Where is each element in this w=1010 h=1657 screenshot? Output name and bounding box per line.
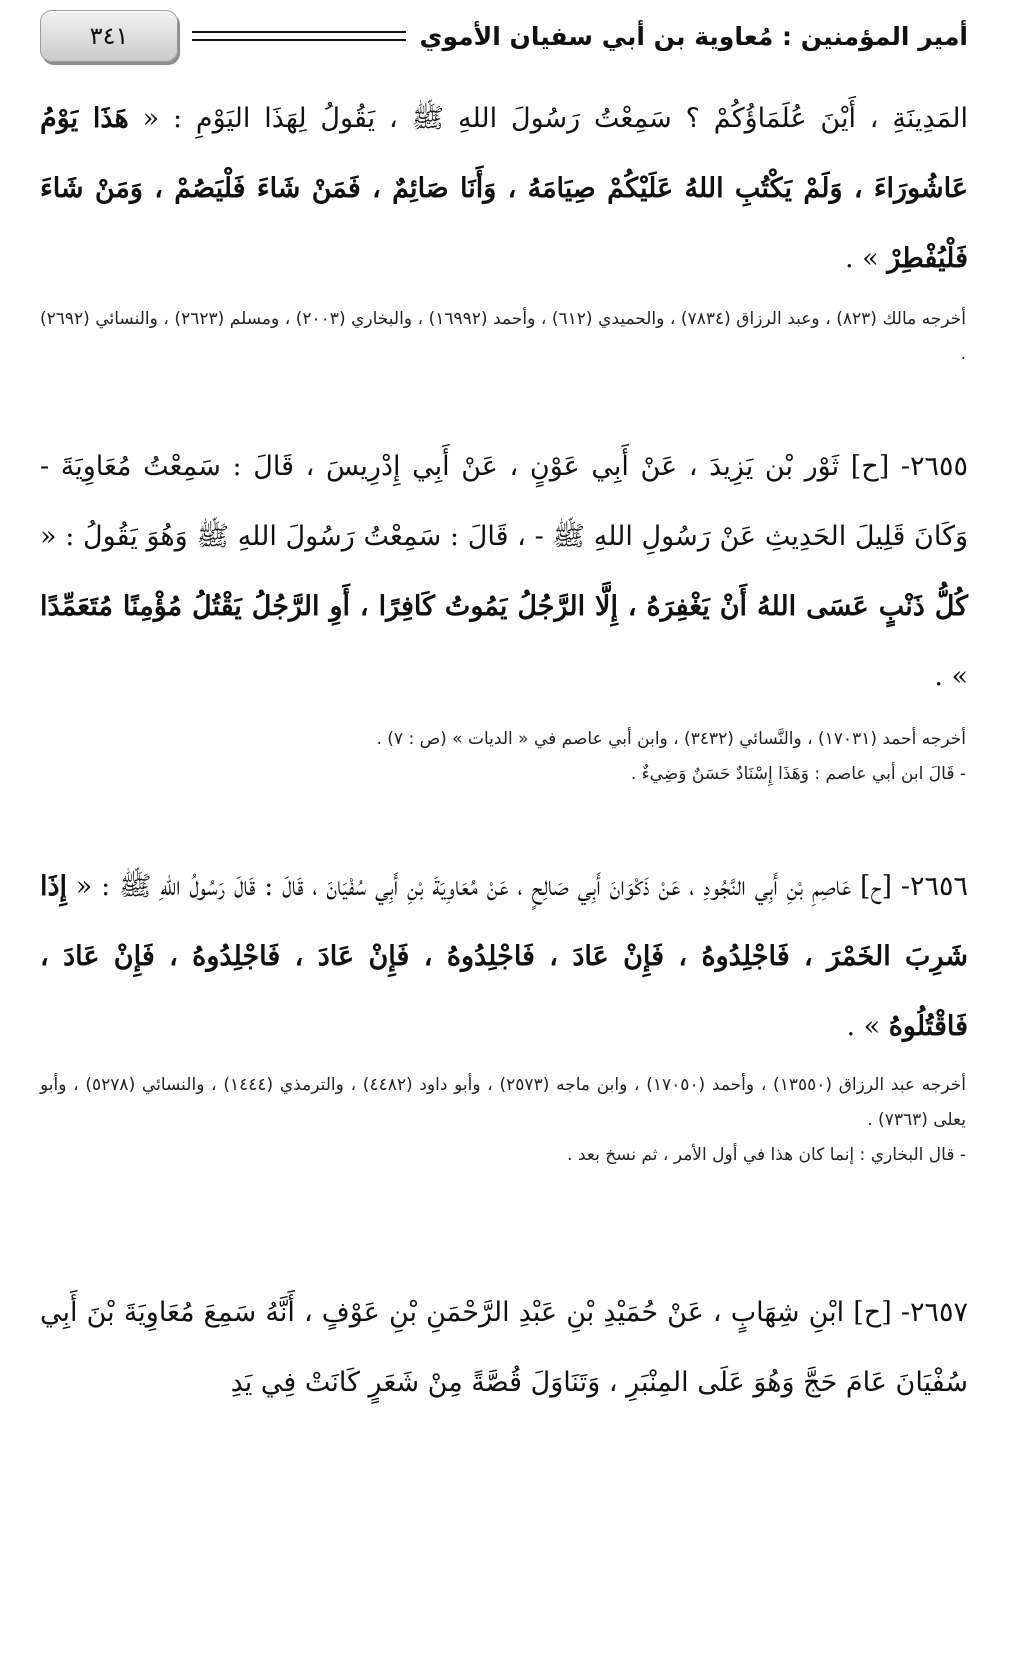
hadith-quote: هَذَا يَوْمُ عَاشُورَاءَ ، وَلَمْ يَكْتُبِ اللهُ عَلَيْكُمْ صِيَامَهُ ، وَأَنَا صَائِمٌ ، فَمَنْ شَاءَ فَلْيَصُمْ ، وَمَنْ شَاءَ فَلْيُفْطِرْ (40, 103, 968, 274)
takhrij-note (40, 1068, 968, 1173)
takhrij-note (40, 722, 968, 792)
hadith-2656 (40, 852, 968, 1062)
page-header (40, 8, 968, 64)
hadith-continuation (40, 84, 968, 294)
hadith-2657 (40, 1278, 968, 1418)
footnote-line: أخرجه عبد الرزاق (١٣٥٥٠) ، وأحمد (١٧٠٥٠) ، وابن ماجه (٢٥٧٣) ، وأبو داود (٤٤٨٢) ، والترمذي (١٤٤٤) ، والنسائي (٥٢٧٨) ، وأبو يعلى (٧٣٦٣) . (40, 1075, 967, 1130)
hadith-number: ٢٦٥٥ (909, 451, 968, 482)
hadith-text: - [ح] ابْنِ شِهَابٍ ، عَنْ حُمَيْدِ بْنِ عَبْدِ الرَّحْمَنِ بْنِ عَوْفٍ ، أَنَّهُ سَمِعَ مُعَاوِيَةَ بْنَ أَبِي سُفْيَانَ عَامَ حَجَّ وَهُوَ عَلَى المِنْبَرِ ، وَتَنَاوَلَ قُصَّةً مِنْ شَعَرٍ كَانَتْ فِي يَدِ (40, 1297, 968, 1398)
hadith-text-end: » . (934, 661, 968, 692)
hadith-number: ٢٦٥٦ (909, 871, 968, 902)
hadith-text: - [ح] ثَوْر بْن يَزِيدَ ، عَنْ أَبِي عَوْنٍ ، عَنْ أَبِي إِدْرِيسَ ، قَالَ : سَمِعْتُ مُعَاوِيَةَ - وَكَانَ قَلِيلَ الحَدِيثِ عَنْ رَسُولِ اللهِ ﷺ - ، قَالَ : سَمِعْتُ رَسُولَ اللهِ ﷺ وَهُوَ يَقُولُ : « (40, 451, 968, 552)
footnote-line: أخرجه مالك (٨٢٣) ، وعبد الرزاق (٧٨٣٤) ، والحميدي (٦١٢) ، وأحمد (١٦٩٩٢) ، والبخاري (٢٠٠٣) ، ومسلم (٢٦٢٣) ، والنسائي (٢٦٩٢) . (40, 309, 967, 364)
hadith-2655 (40, 432, 968, 712)
hadith-number: ٢٦٥٧ (909, 1297, 968, 1328)
hadith-text-end: » . (845, 243, 888, 274)
page-number: ٣٤١ (40, 10, 178, 62)
takhrij-note (40, 302, 968, 372)
footnote-line: أخرجه أحمد (١٧٠٣١) ، والنَّسائي (٣٤٣٢) ، وابن أبي عاصم في « الديات » (ص : ٧) . (376, 729, 966, 749)
footnote-line: - قَالَ ابن أبي عاصم : وَهَذَا إِسْنَادٌ حَسَنٌ وَضِيءٌ . (630, 764, 966, 784)
hadith-text-end: » . (846, 1011, 889, 1042)
hadith-text: المَدِينَةِ ، أَيْنَ عُلَمَاؤُكُمْ ؟ سَمِعْتُ رَسُولَ اللهِ ﷺ ، يَقُولُ لِهَذَا اليَوْمِ : « (128, 103, 968, 134)
hadith-quote: إِذَا شَرِبَ الخَمْرَ ، فَاجْلِدُوهُ ، فَإِنْ عَادَ ، فَاجْلِدُوهُ ، فَإِنْ عَادَ ، فَاجْلِدُوهُ ، فَإِنْ عَادَ ، فَاقْتُلُوهُ (40, 871, 968, 1042)
hadith-quote: كُلُّ ذَنْبٍ عَسَى اللهُ أَنْ يَغْفِرَهُ ، إِلَّا الرَّجُلُ يَمُوتُ كَافِرًا ، أَوِ الرَّجُلُ يَقْتُلُ مُؤْمِنًا مُتَعَمِّدًا (40, 591, 968, 622)
hadith-text: - [ح] عَاصِمِ بْنِ أَبِي النَّجُودِ ، عَنْ ذَكْوَانَ أَبِي صَالِحٍ ، عَنْ مُعَاوِيَةَ بْنِ أَبِي سُفْيَانَ ، قَالَ : قَالَ رَسُولُ اللهِ ﷺ : « (67, 871, 910, 902)
footnote-line: - قال البخاري : إنما كان هذا في أول الأمر ، ثم نسخ بعد . (567, 1145, 966, 1165)
header-rule (192, 31, 406, 41)
running-title: أمير المؤمنين : مُعاوية بن أبي سفيان الأموي (419, 21, 968, 51)
